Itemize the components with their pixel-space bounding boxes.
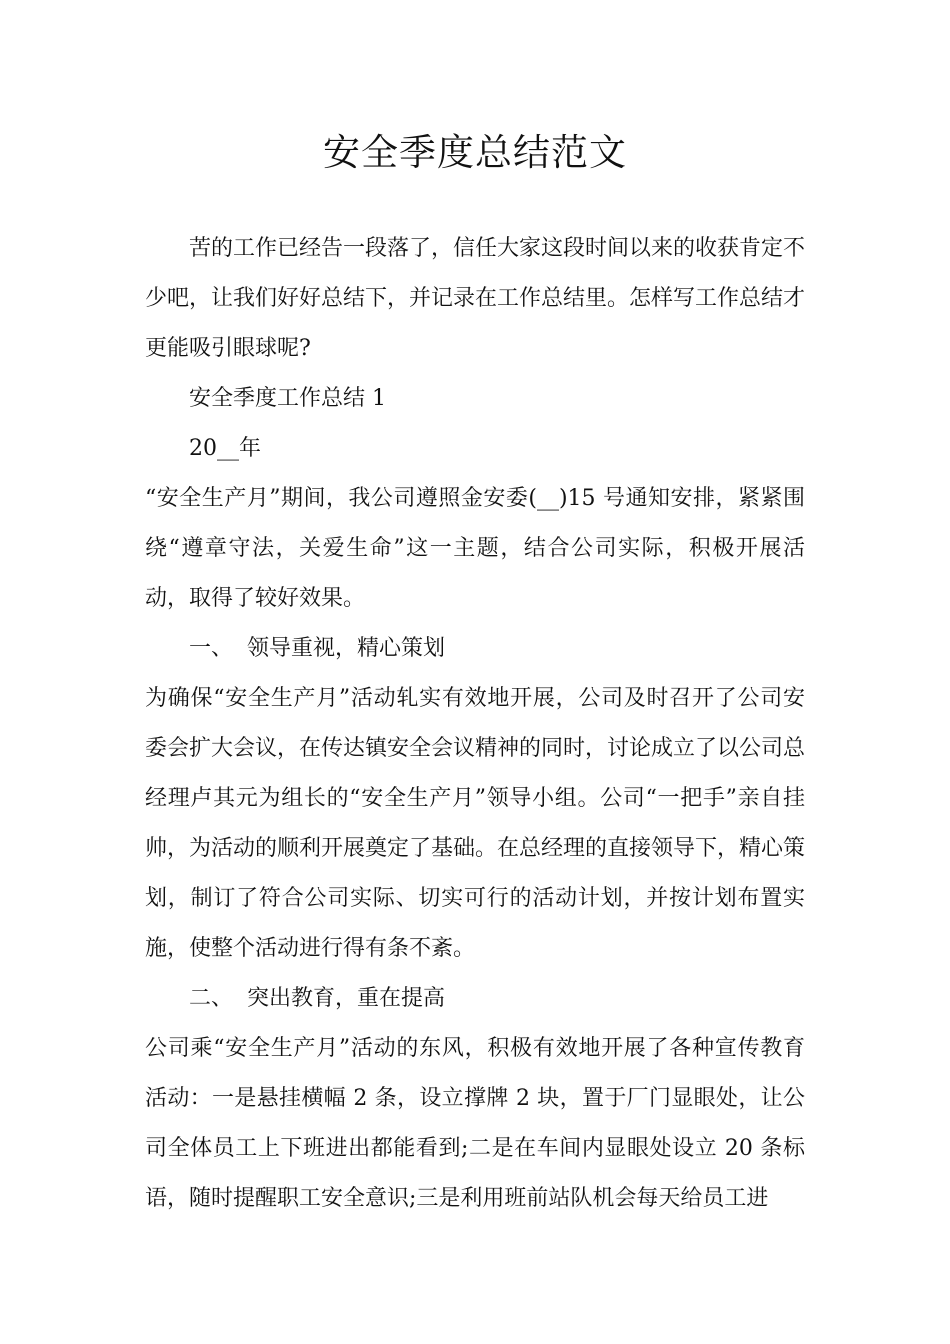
- year-line: 20__年: [189, 436, 261, 461]
- section-heading-summary-1: 安全季度工作总结 1: [189, 386, 386, 411]
- document-body: [145, 224, 805, 1224]
- section-heading-2: 二、 突出教育，重在提高: [189, 986, 445, 1011]
- intro-paragraph: 苦的工作已经告一段落了，信任大家这段时间以来的收获肯定不少吧，让我们好好总结下，并记录在工作总结里。怎样写工作总结才更能吸引眼球呢?: [145, 236, 806, 361]
- safety-month-paragraph: “安全生产月”期间，我公司遵照金安委(__)15 号通知安排，紧紧围绕“遵章守法，关爱生命”这一主题，结合公司实际，积极开展活动，取得了较好效果。: [145, 486, 805, 611]
- section-heading-1: 一、 领导重视，精心策划: [189, 636, 445, 661]
- education-paragraph: 公司乘“安全生产月”活动的东风，积极有效地开展了各种宣传教育活动：一是悬挂横幅 2 条，设立撑牌 2 块，置于厂门显眼处，让公司全体员工上下班进出都能看到;二是在车间内显眼处设立 20 条标语，随时提醒职工安全意识;三是利用班前站队机会每天给员工进: [145, 1036, 805, 1211]
- document-title: 安全季度总结范文: [323, 131, 627, 174]
- leadership-paragraph: 为确保“安全生产月”活动轧实有效地开展，公司及时召开了公司安委会扩大会议，在传达镇安全会议精神的同时，讨论成立了以公司总经理卢其元为组长的“安全生产月”领导小组。公司“一把手”亲自挂帅，为活动的顺利开展奠定了基础。在总经理的直接领导下，精心策划，制订了符合公司实际、切实可行的活动计划，并按计划布置实施，使整个活动进行得有条不紊。: [145, 686, 806, 961]
